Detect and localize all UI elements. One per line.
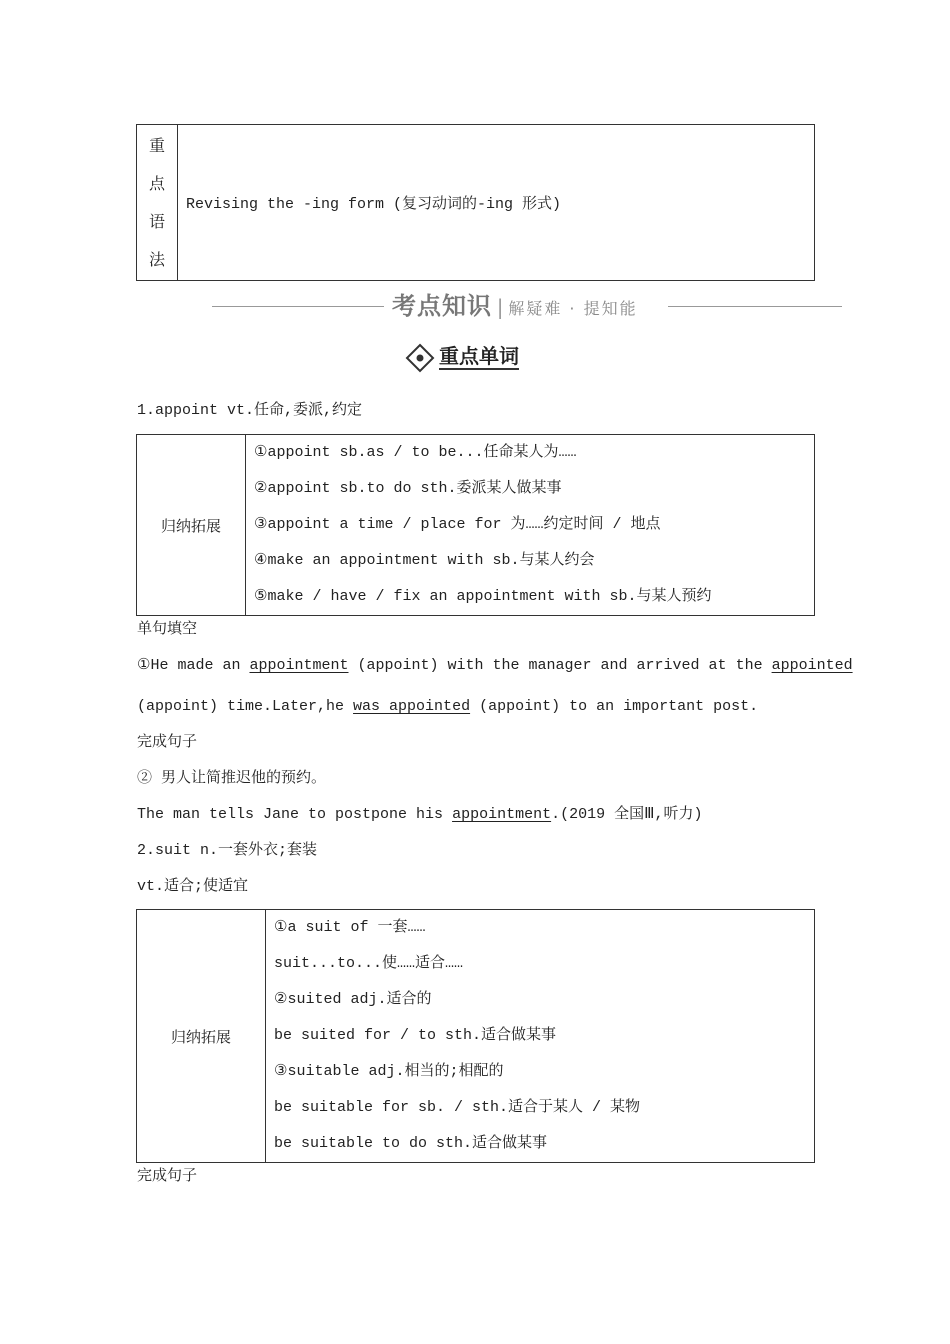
expansion-label — [137, 435, 246, 616]
expansion-label-text: 归纳拓展 — [170, 1027, 231, 1046]
fill-sentence-1 — [137, 656, 853, 676]
expansion-item: ③suitable adj.相当的;相配的 — [274, 1063, 504, 1080]
expansion-items — [266, 910, 815, 1163]
grammar-label-char: 重 — [148, 135, 165, 155]
grammar-content: Revising the -ing form (复习动词的-ing 形式) — [186, 196, 562, 213]
word-heading: 1.appoint vt.任命,委派,约定 — [137, 402, 363, 419]
expansion-table — [136, 434, 815, 616]
complete-english — [137, 805, 702, 825]
sentence-text: The man tells Jane to postpone his — [137, 806, 453, 823]
expansion-item: ②appoint sb.to do sth.委派某人做某事 — [254, 480, 562, 497]
banner-divider: | — [496, 295, 504, 319]
diamond-icon — [405, 343, 435, 373]
expansion-item: ②suited adj.适合的 — [274, 991, 432, 1008]
grammar-label-char: 法 — [148, 249, 165, 269]
section-heading-text: 重点单词 — [439, 344, 519, 368]
expansion-item: ①appoint sb.as / to be...任命某人为…… — [254, 444, 577, 461]
answer: was appointed — [353, 698, 471, 715]
sentence-text: ①He made an — [137, 657, 250, 674]
expansion-item: ③appoint a time / place for 为……约定时间 / 地点 — [254, 516, 661, 533]
expansion-label — [137, 910, 266, 1163]
banner-title: 考点知识 — [392, 292, 492, 320]
sentence-text: (appoint) with the manager and arrived at the — [348, 657, 772, 674]
expansion-item: suit...to...使……适合…… — [274, 955, 464, 972]
sentence-text: (appoint) time.Later,he — [137, 698, 354, 715]
answer: appointed — [771, 657, 853, 674]
banner-subtitle: 解疑难 · 提知能 — [508, 299, 638, 318]
complete-heading: 完成句子 — [137, 734, 198, 751]
expansion-item: be suitable to do sth.适合做某事 — [274, 1135, 548, 1152]
expansion-items — [246, 435, 815, 616]
word-heading-2: vt.适合;使适宜 — [137, 878, 249, 895]
grammar-content-cell — [178, 125, 815, 281]
expansion-label-text: 归纳拓展 — [160, 516, 221, 535]
sentence-text: .(2019 全国Ⅲ,听力) — [551, 806, 703, 823]
complete-heading: 完成句子 — [137, 1168, 198, 1185]
answer: appointment — [452, 806, 552, 823]
fill-sentence-2 — [137, 697, 758, 717]
expansion-item: ①a suit of 一套…… — [274, 919, 426, 936]
expansion-table — [136, 909, 815, 1163]
grammar-label-cell — [137, 125, 178, 281]
expansion-item: ④make an appointment with sb.与某人约会 — [254, 552, 595, 569]
grammar-label-char: 点 — [148, 173, 165, 193]
banner — [392, 286, 638, 320]
expansion-item: be suitable for sb. / sth.适合于某人 / 某物 — [274, 1099, 641, 1116]
banner-rule-right — [668, 306, 842, 307]
complete-chinese: ② 男人让简推迟他的预约。 — [137, 770, 327, 787]
expansion-item: be suited for / to sth.适合做某事 — [274, 1027, 557, 1044]
word-heading: 2.suit n.一套外衣;套装 — [137, 842, 318, 859]
answer: appointment — [249, 657, 349, 674]
grammar-label-char: 语 — [148, 211, 165, 231]
fill-heading: 单句填空 — [137, 621, 198, 638]
banner-rule-left — [212, 306, 384, 307]
expansion-item: ⑤make / have / fix an appointment with sb.与某人预约 — [254, 588, 712, 605]
grammar-table — [136, 124, 815, 281]
sentence-text: (appoint) to an important post. — [470, 698, 759, 715]
